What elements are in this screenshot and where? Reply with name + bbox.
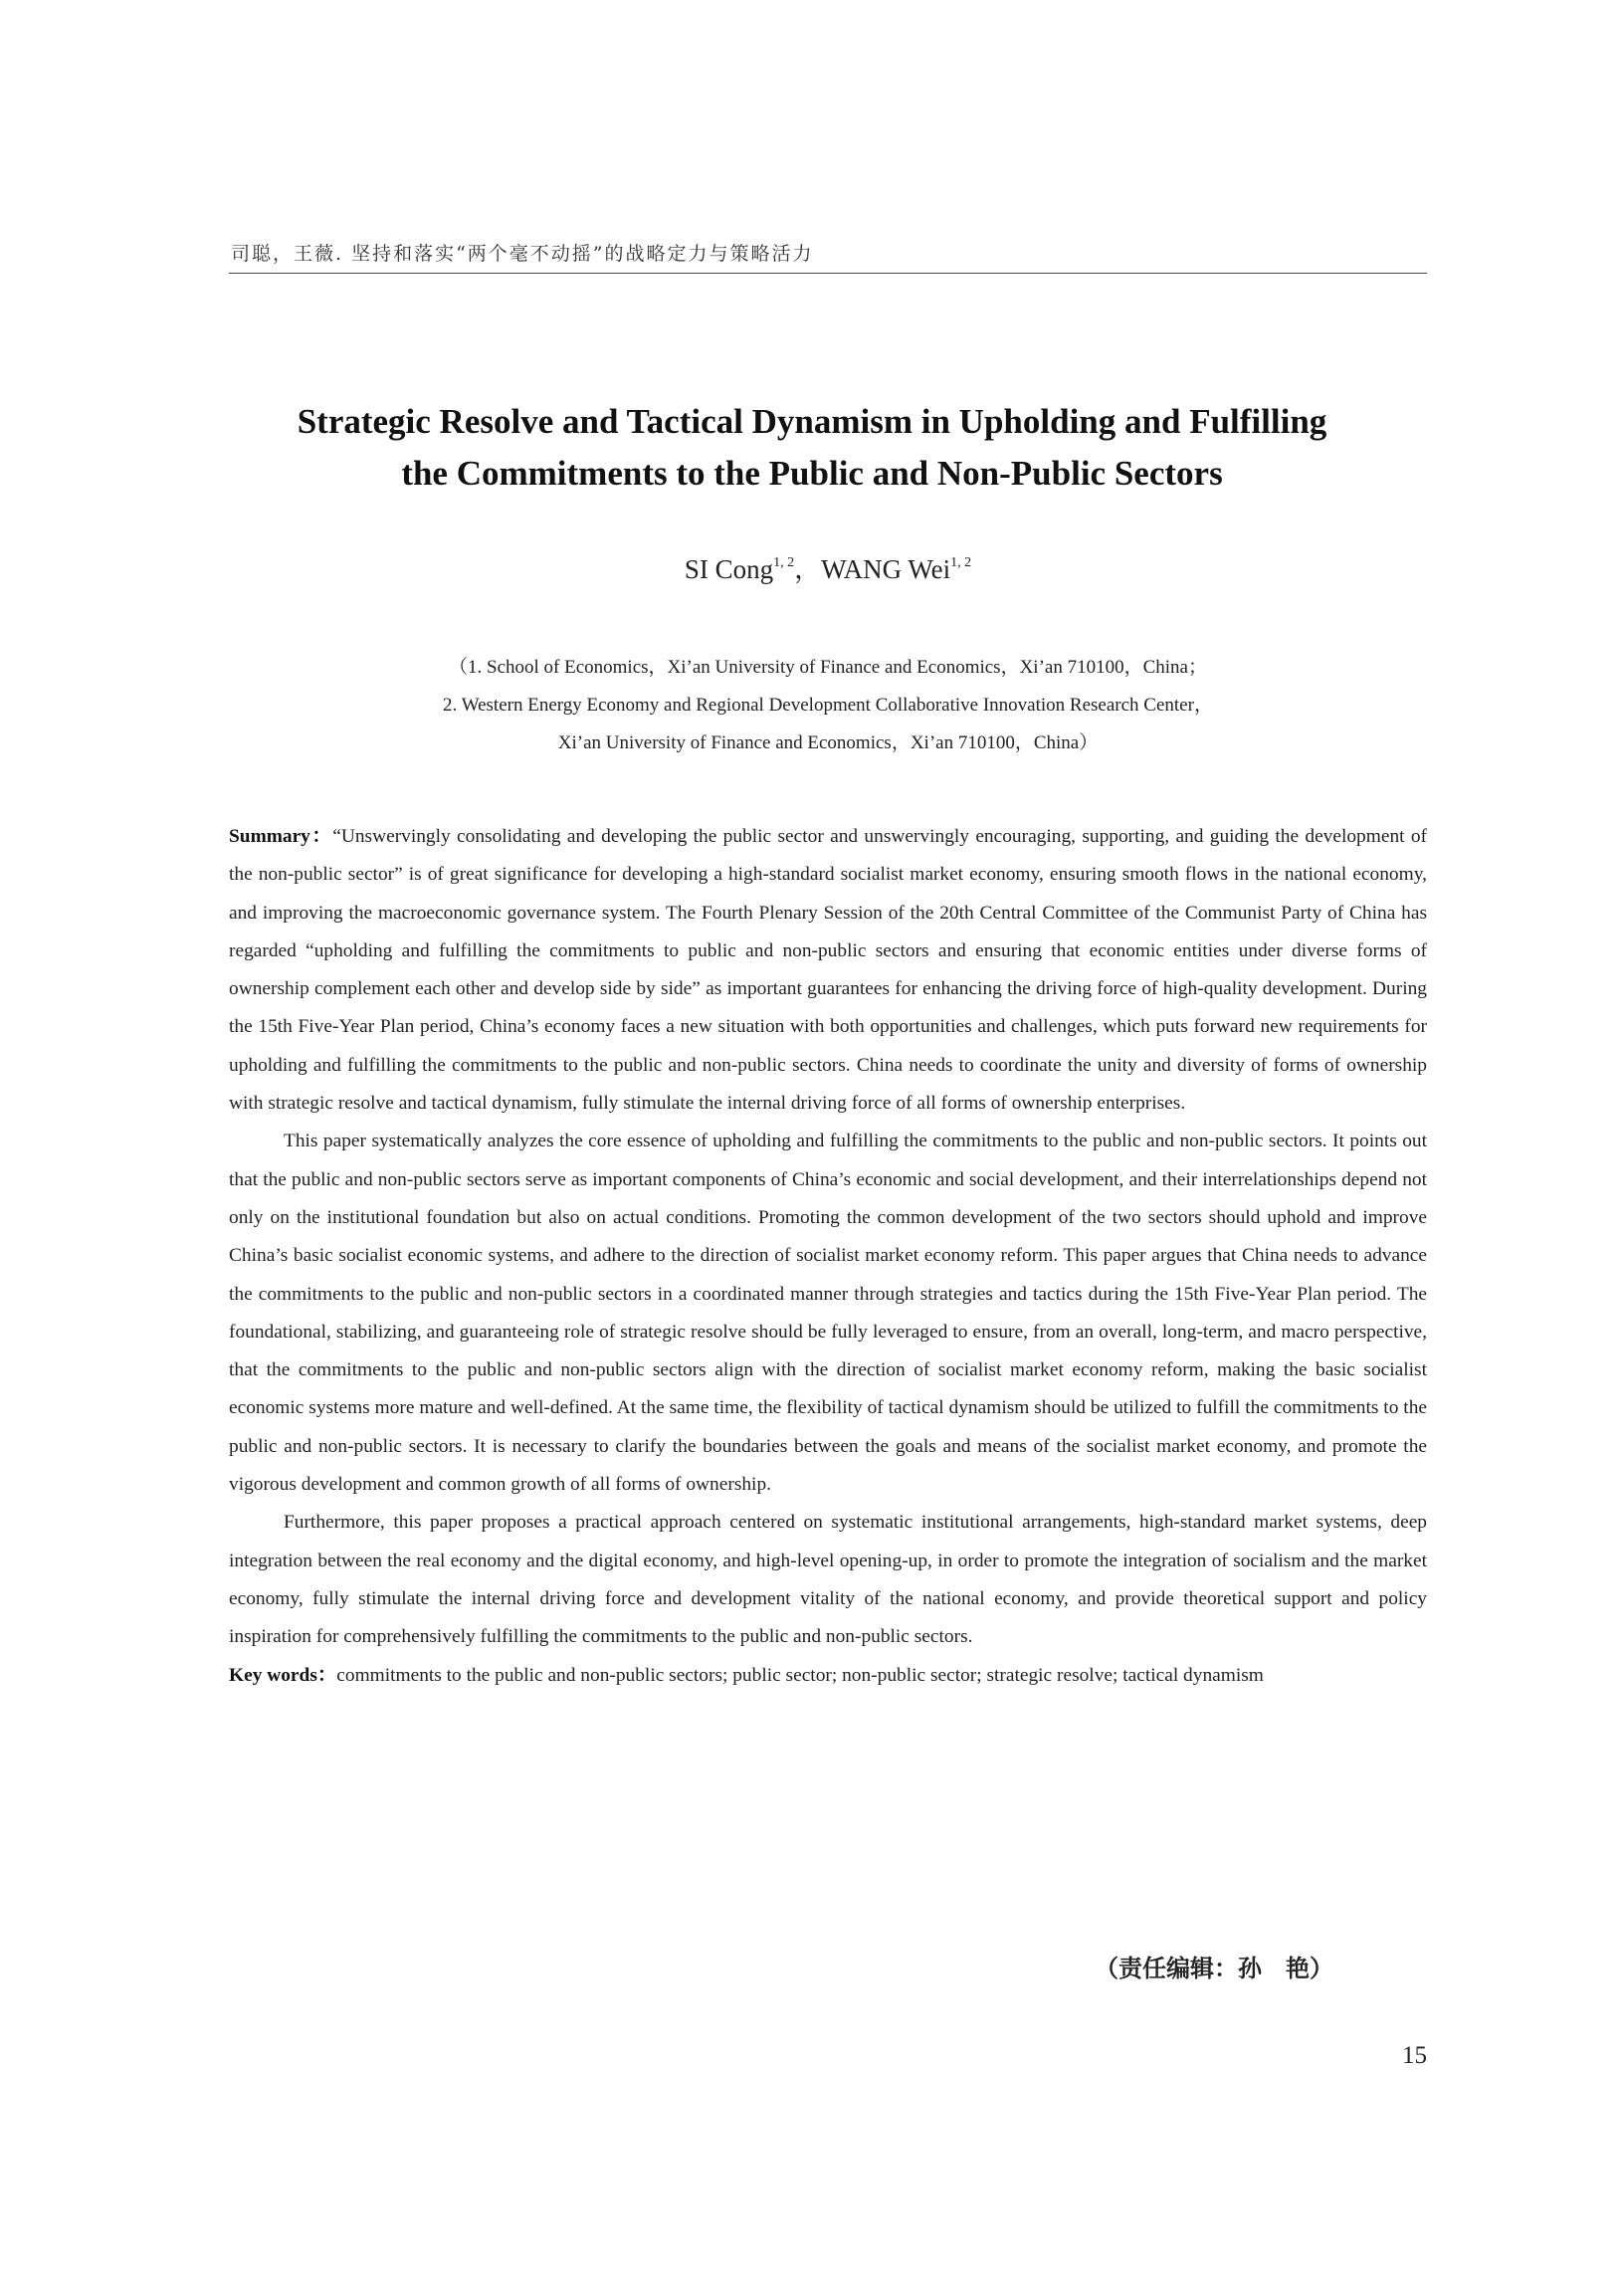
running-head: 司聪，王薇. 坚持和落实“两个毫不动摇”的战略定力与策略活力 [231, 243, 814, 265]
affiliation-line-3: Xi’an University of Finance and Economics，Xi’an 710100，China） [557, 732, 1099, 753]
abstract-paragraph-3: Furthermore, this paper proposes a practical approach centered on systematic institutional arrangements, high-standard market systems, deep integration between the real economy and the digital economy, and high-level opening-up, in order to promote the integration of socialism and the market economy, fully stimulate the internal driving force and development vitality of the national economy, and provide theoretical support and policy inspiration for comprehensively fulfilling the commitments to the public and non-public sectors. [229, 1512, 1427, 1648]
author-line [229, 547, 1427, 586]
author-1: SI Cong [684, 554, 774, 584]
keywords-paragraph [229, 1657, 1427, 1695]
affiliation-line-2: 2. Western Energy Economy and Regional Development Collaborative Innovation Research Center， [443, 695, 1213, 716]
author-2: WANG Wei [821, 554, 951, 584]
keywords-text: commitments to the public and non-public sectors; public sector; non-public sector; strategic resolve; tactical dynamism [336, 1664, 1264, 1686]
affiliation-line-1: （1. School of Economics，Xi’an University of Finance and Economics，Xi’an 710100，China； [449, 657, 1207, 678]
english-abstract [229, 818, 1427, 1695]
header-rule [229, 273, 1427, 274]
author-separator: ， [794, 554, 822, 584]
summary-label: Summary： [229, 826, 333, 847]
title-line-1: Strategic Resolve and Tactical Dynamism in Upholding and Fulfilling [297, 402, 1327, 441]
article-title [199, 396, 1425, 500]
affiliations [229, 649, 1427, 762]
title-line-2: the Commitments to the Public and Non-Public Sectors [401, 454, 1223, 493]
summary-text: “Unswervingly consolidating and developing the public sector and unswervingly encouraging, supporting, and guiding the development of the non-public sector” is of great significance for developing a high-standard socialist market economy, ensuring smooth flows in the national economy, and improving the macroeconomic governance system. The Fourth Plenary Session of the 20th Central Committee of the Communist Party of China has regarded “upholding and fulfilling the commitments to public and non-public sectors and ensuring that economic entities under diverse forms of ownership complement each other and develop side by side” as important guarantees for enhancing the driving force of high-quality development. During the 15th Five-Year Plan period, China’s economy faces a new situation with both opportunities and challenges, which puts forward new requirements for upholding and fulfilling the commitments to the public and non-public sectors. China needs to coordinate the unity and diversity of forms of ownership with strategic resolve and tactical dynamism, fully stimulate the internal driving force of all forms of ownership enterprises. [229, 826, 1428, 1115]
author-2-affiliation-mark: 1, 2 [950, 555, 972, 570]
page-number: 15 [1402, 2042, 1427, 2069]
summary-paragraph [229, 818, 1427, 1123]
author-1-affiliation-mark: 1, 2 [773, 555, 795, 570]
abstract-paragraph-2: This paper systematically analyzes the core essence of upholding and fulfilling the commitments to the public and non-public sectors. It points out that the public and non-public sectors serve as important components of China’s economic and social development, and their interrelationships depend not only on the institutional foundation but also on actual conditions. Promoting the common development of the two sectors should uphold and improve China’s basic socialist economic systems, and adhere to the direction of socialist market economy reform. This paper argues that China needs to advance the commitments to the public and non-public sectors in a coordinated manner through strategies and tactics during the 15th Five-Year Plan period. The foundational, stabilizing, and guaranteeing role of strategic resolve should be fully leveraged to ensure, from an overall, long-term, and macro perspective, that the commitments to the public and non-public sectors align with the direction of socialist market economy reform, making the basic socialist economic systems more mature and well-defined. At the same time, the flexibility of tactical dynamism should be utilized to fulfill the commitments to the public and non-public sectors. It is necessary to clarify the boundaries between the goals and means of the socialist market economy, and promote the vigorous development and common growth of all forms of ownership. [229, 1131, 1427, 1496]
responsible-editor-note: （责任编辑：孙 艳） [1095, 1955, 1333, 1982]
keywords-label: Key words： [229, 1664, 337, 1686]
